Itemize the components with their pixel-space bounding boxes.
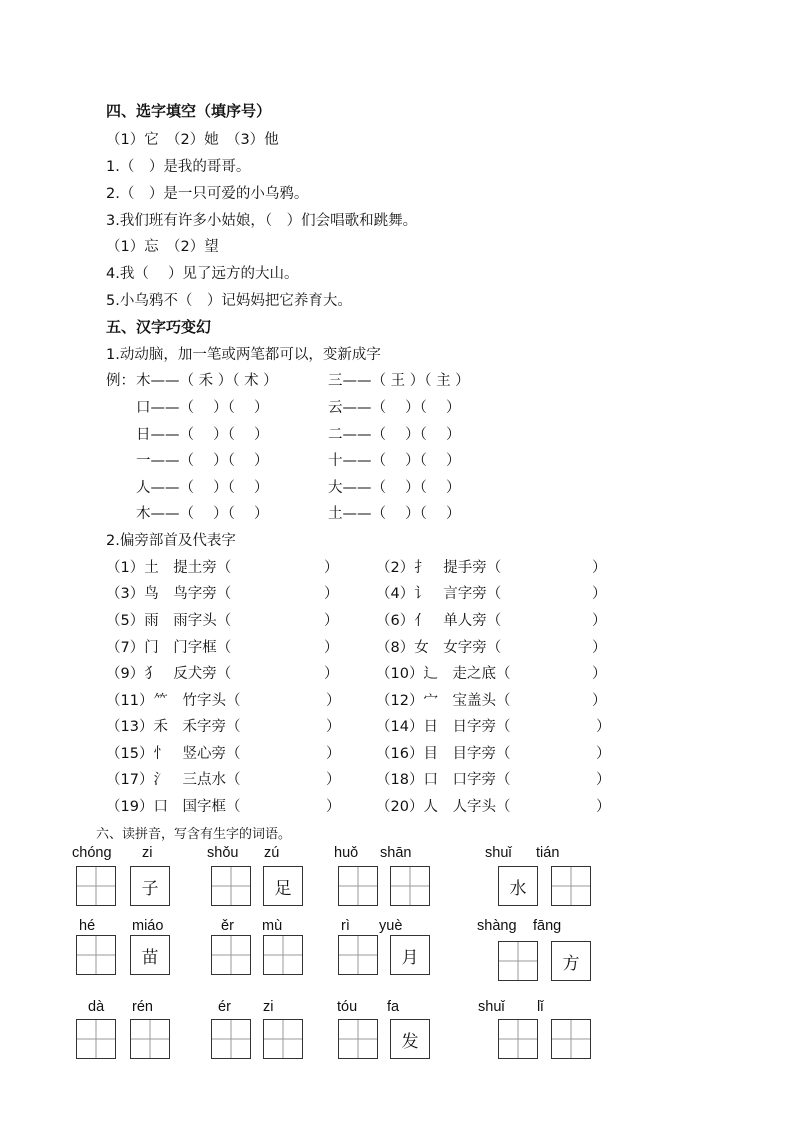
box-char xyxy=(264,936,302,974)
pinyin: ér xyxy=(218,999,231,1015)
subsection-2-title: 2.偏旁部首及代表字 xyxy=(106,533,236,549)
section4-title: 四、选字填空（填序号） xyxy=(106,102,272,120)
box-char xyxy=(499,942,537,980)
transform-row: 二——（ ）（ ） xyxy=(328,427,461,443)
radical-item: （14）日 日字旁（ xyxy=(376,719,511,735)
radical-item: （9）犭 反犬旁（ xyxy=(106,666,232,682)
example-left: 木——（ 禾 ）（ 术 ） xyxy=(136,373,278,389)
transform-row: 日——（ ）（ ） xyxy=(136,427,269,443)
radical-close: ） xyxy=(596,772,611,788)
box-char xyxy=(212,1020,250,1058)
radical-item: （3）鸟 鸟字旁（ xyxy=(106,586,232,602)
box-char xyxy=(499,1020,537,1058)
pinyin: mù xyxy=(262,918,283,934)
pinyin: ěr xyxy=(221,918,234,934)
radical-item: （2）扌 提手旁（ xyxy=(376,560,502,576)
radical-item: （6）亻 单人旁（ xyxy=(376,613,502,629)
pinyin: dà xyxy=(88,999,105,1015)
radical-close: ） xyxy=(326,719,341,735)
transform-row: 人——（ ）（ ） xyxy=(136,480,269,496)
writing-box[interactable] xyxy=(551,1019,591,1059)
pinyin: fāng xyxy=(533,918,562,934)
question-4: 4.我（ ）见了远方的大山。 xyxy=(106,266,299,282)
pinyin: hé xyxy=(79,918,96,934)
writing-box[interactable] xyxy=(390,1019,430,1059)
radical-item: （1）土 提土旁（ xyxy=(106,560,232,576)
radical-close: ） xyxy=(326,746,341,762)
radical-item: （13）禾 禾字旁（ xyxy=(106,719,241,735)
question-1: 1.（ ）是我的哥哥。 xyxy=(106,159,251,175)
writing-box[interactable] xyxy=(211,1019,251,1059)
pinyin: miáo xyxy=(132,918,164,934)
box-char: 水 xyxy=(509,878,527,899)
radical-close: ） xyxy=(326,799,341,815)
box-char: 发 xyxy=(401,1031,419,1052)
pinyin: shuǐ xyxy=(485,845,512,861)
pinyin: fa xyxy=(387,999,400,1015)
box-char xyxy=(77,1020,115,1058)
box-char xyxy=(212,867,250,905)
radical-close: ） xyxy=(326,693,341,709)
question-5: 5.小乌鸦不（ ）记妈妈把它养育大。 xyxy=(106,293,352,309)
radical-close: ） xyxy=(596,746,611,762)
writing-box[interactable] xyxy=(551,941,591,981)
question-2: 2.（ ）是一只可爱的小乌鸦。 xyxy=(106,186,309,202)
radical-close: ） xyxy=(596,719,611,735)
options-1: （1）它 （2）她 （3）他 xyxy=(106,132,279,148)
transform-row: 土——（ ）（ ） xyxy=(328,506,461,522)
pinyin: huǒ xyxy=(334,845,359,861)
subsection-1-title: 1.动动脑，加一笔或两笔都可以，变新成字 xyxy=(106,347,381,363)
writing-box[interactable] xyxy=(390,935,430,975)
section5-title: 五、汉字巧变幻 xyxy=(106,318,212,336)
writing-box[interactable] xyxy=(498,866,538,906)
writing-box[interactable] xyxy=(551,866,591,906)
transform-row: 大——（ ）（ ） xyxy=(328,480,461,496)
transform-row: 木——（ ）（ ） xyxy=(136,506,269,522)
box-char xyxy=(339,1020,377,1058)
writing-box[interactable] xyxy=(498,941,538,981)
pinyin: shǒu xyxy=(207,845,239,861)
box-char xyxy=(212,936,250,974)
transform-row: 云——（ ）（ ） xyxy=(328,400,461,416)
radical-item: （7）门 门字框（ xyxy=(106,640,232,656)
writing-box[interactable] xyxy=(130,866,170,906)
example-right: 三——（ 王 ）（ 主 ） xyxy=(328,373,470,389)
pinyin: rén xyxy=(132,999,153,1015)
radical-close: ） xyxy=(592,640,607,656)
writing-box[interactable] xyxy=(263,866,303,906)
writing-box[interactable] xyxy=(263,935,303,975)
radical-item: （16）目 目字旁（ xyxy=(376,746,511,762)
radical-item: （19）口 国字框（ xyxy=(106,799,241,815)
box-char: 苗 xyxy=(141,947,159,968)
radical-item: （17）氵 三点水（ xyxy=(106,772,241,788)
pinyin: shuǐ xyxy=(478,999,505,1015)
writing-box[interactable] xyxy=(76,935,116,975)
box-char xyxy=(552,867,590,905)
radical-close: ） xyxy=(324,586,339,602)
radical-close: ） xyxy=(324,666,339,682)
box-char xyxy=(131,1020,169,1058)
radical-close: ） xyxy=(592,560,607,576)
radical-item: （15）忄 竖心旁（ xyxy=(106,746,241,762)
radical-close: ） xyxy=(324,560,339,576)
pinyin: zú xyxy=(264,845,280,861)
section6-title: 六、读拼音，写含有生字的词语。 xyxy=(96,827,292,842)
writing-box[interactable] xyxy=(211,935,251,975)
box-char xyxy=(391,867,429,905)
pinyin: lǐ xyxy=(537,999,544,1015)
writing-box[interactable] xyxy=(76,1019,116,1059)
writing-box[interactable] xyxy=(498,1019,538,1059)
radical-item: （18）口 口字旁（ xyxy=(376,772,511,788)
box-char: 方 xyxy=(562,953,580,974)
radical-close: ） xyxy=(324,613,339,629)
radical-item: （5）雨 雨字头（ xyxy=(106,613,232,629)
radical-item: （11）⺮ 竹字头（ xyxy=(106,693,241,709)
writing-box[interactable] xyxy=(390,866,430,906)
transform-row: 十——（ ）（ ） xyxy=(328,453,461,469)
box-char: 足 xyxy=(274,878,292,899)
pinyin: rì xyxy=(341,918,350,934)
writing-box[interactable] xyxy=(338,935,378,975)
pinyin: chóng xyxy=(72,845,112,861)
pinyin: shān xyxy=(380,845,412,861)
transform-row: 口——（ ）（ ） xyxy=(136,400,269,416)
radical-close: ） xyxy=(592,586,607,602)
radical-close: ） xyxy=(592,666,607,682)
radical-item: （12）宀 宝盖头（ xyxy=(376,693,511,709)
radical-item: （4）讠 言字旁（ xyxy=(376,586,502,602)
box-char xyxy=(77,867,115,905)
options-2: （1）忘 （2）望 xyxy=(106,239,219,255)
box-char xyxy=(77,936,115,974)
box-char xyxy=(339,936,377,974)
box-char xyxy=(264,1020,302,1058)
writing-box[interactable] xyxy=(130,1019,170,1059)
radical-item: （20）人 人字头（ xyxy=(376,799,511,815)
question-3: 3.我们班有许多小姑娘，（ ）们会唱歌和跳舞。 xyxy=(106,213,418,229)
example-prefix: 例： xyxy=(106,373,135,389)
transform-row: 一——（ ）（ ） xyxy=(136,453,269,469)
pinyin: zi xyxy=(263,999,274,1015)
radical-close: ） xyxy=(596,799,611,815)
pinyin: shàng xyxy=(477,918,517,934)
radical-close: ） xyxy=(592,693,607,709)
writing-box[interactable] xyxy=(263,1019,303,1059)
pinyin: tóu xyxy=(337,999,358,1015)
writing-box[interactable] xyxy=(338,866,378,906)
pinyin: zi xyxy=(142,845,153,861)
radical-close: ） xyxy=(326,772,341,788)
box-char xyxy=(339,867,377,905)
box-char: 月 xyxy=(401,947,419,968)
radical-close: ） xyxy=(324,640,339,656)
box-char: 子 xyxy=(141,878,159,899)
pinyin: yuè xyxy=(379,918,403,934)
box-char xyxy=(552,1020,590,1058)
radical-item: （8）女 女字旁（ xyxy=(376,640,502,656)
radical-item: （10）辶 走之底（ xyxy=(376,666,511,682)
writing-box[interactable] xyxy=(130,935,170,975)
writing-box[interactable] xyxy=(338,1019,378,1059)
writing-box[interactable] xyxy=(76,866,116,906)
pinyin: tián xyxy=(536,845,560,861)
writing-box[interactable] xyxy=(211,866,251,906)
radical-close: ） xyxy=(592,613,607,629)
